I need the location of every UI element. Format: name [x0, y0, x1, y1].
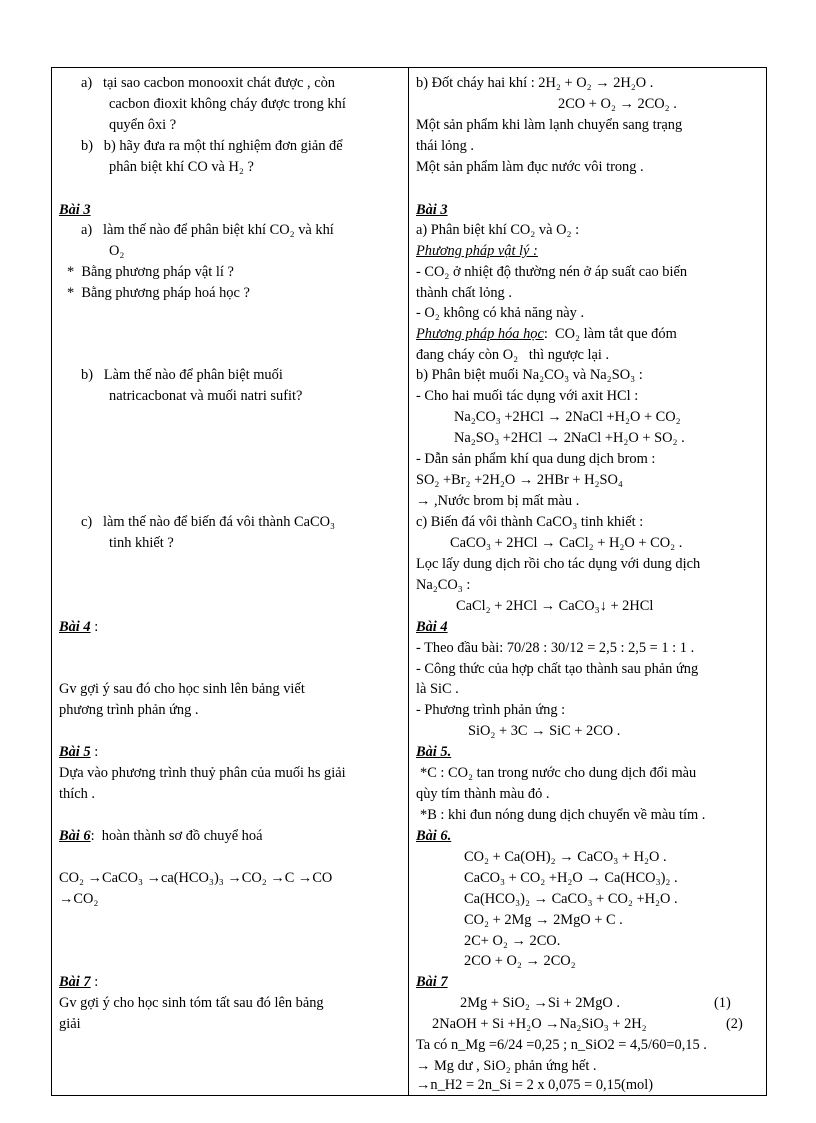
right-equation: Ca(HCO₃)₂ → CaCO₃ + CO₂ +H₂O .: [464, 891, 678, 907]
right-equation: 2Mg + SiO₂ →Si + 2MgO .: [460, 995, 620, 1011]
right-subheading: Phương pháp hóa học: [416, 326, 544, 342]
right-line: Ta có n_Mg =6/24 =0,25 ; n_SiO2 = 4,5/60=0,15 .: [416, 1037, 707, 1053]
left-line: c) làm thế nào để biến đá vôi thành CaCO₃: [81, 514, 335, 530]
left-line: Gv gợi ý cho học sinh tóm tất sau đó lên bảng: [59, 995, 324, 1011]
right-line: - Công thức của hợp chất tạo thành sau phản ứng: [416, 661, 699, 677]
right-line-row: [416, 325, 677, 343]
right-equation: 2NaOH + Si +H₂O →Na₂SiO₃ + 2H₂: [432, 1016, 647, 1032]
right-line: → Mg dư , SiO₂ phản ứng hết .: [416, 1058, 597, 1074]
right-line: đang cháy còn O₂ thì ngược lại .: [416, 347, 610, 363]
right-equation: 2C+ O₂ → 2CO.: [464, 933, 561, 949]
left-heading-bai4: Bài 4: [59, 619, 91, 635]
left-line: CO₂ →CaCO₃ →ca(HCO₃)₃ →CO₂ →C →CO: [59, 870, 333, 886]
right-line: - Theo đầu bài: 70/28 : 30/12 = 2,5 : 2,5 = 1 : 1 .: [416, 640, 695, 656]
right-line: - Phương trình phản ứng :: [416, 702, 566, 718]
left-line: thích .: [59, 786, 95, 802]
right-line: thái lỏng .: [416, 138, 474, 154]
right-line: 2CO + O₂ → 2CO₂ .: [558, 96, 677, 112]
right-equation: CaCO₃ + CO₂ +H₂O → Ca(HCO₃)₂ .: [464, 870, 678, 886]
right-line: →n_H2 = 2n_Si = 2 x 0,075 = 0,15(mol): [416, 1077, 654, 1093]
right-line: b) Đốt cháy hai khí : 2H₂ + O₂ → 2H₂O .: [416, 75, 654, 91]
left-heading-bai5-row: Bài 5 :: [59, 744, 99, 760]
left-line: tinh khiết ?: [109, 535, 174, 551]
right-line: Lọc lấy dung dịch rồi cho tác dụng với dung dịch: [416, 556, 701, 572]
left-line: a) làm thế nào để phân biệt khí CO₂ và khí: [81, 222, 334, 238]
right-line: *C : CO₂ tan trong nước cho dung dịch đổi màu: [420, 765, 697, 781]
right-equation: SO₂ +Br₂ +2H₂O → 2HBr + H₂SO₄: [416, 472, 623, 488]
left-heading-bai3: Bài 3: [59, 202, 91, 218]
right-line: - CO₂ ở nhiệt độ thường nén ở áp suất cao biến: [416, 264, 688, 280]
right-equation: CO₂ + Ca(OH)₂ → CaCO₃ + H₂O .: [464, 849, 667, 865]
left-heading-bai7: Bài 7: [59, 974, 91, 990]
left-line: quyển ôxi ?: [109, 117, 177, 133]
left-line: * Bằng phương pháp hoá học ?: [67, 285, 250, 301]
left-line: giải: [59, 1016, 81, 1032]
left-line: b) Làm thế nào để phân biệt muối: [81, 367, 283, 383]
right-equation: Na₂CO₃ +2HCl → 2NaCl +H₂O + CO₂: [454, 409, 681, 425]
right-line: qùy tím thành màu đỏ .: [416, 786, 550, 802]
right-line: Một sản phẩm làm đục nước vôi trong .: [416, 159, 644, 175]
left-line: →CO₂: [59, 891, 99, 907]
left-line: cacbon đioxit không cháy được trong khí: [109, 96, 346, 112]
left-bai6-text: : hoàn thành sơ đồ chuyể hoá: [90, 828, 263, 844]
column-divider: [408, 68, 409, 1095]
left-line: phương trình phản ứng .: [59, 702, 199, 718]
right-line: Một sản phẩm khi làm lạnh chuyển sang trạng: [416, 117, 683, 133]
left-line: a) tại sao cacbon monooxit chát được , còn: [81, 75, 335, 91]
right-equation: Na₂SO₃ +2HCl → 2NaCl +H₂O + SO₂ .: [454, 430, 685, 446]
right-equation: CaCl₂ + 2HCl → CaCO₃↓ + 2HCl: [456, 598, 654, 614]
left-heading-bai6-row: [59, 827, 262, 845]
equation-number: (2): [726, 1016, 743, 1032]
left-heading-bai4-row: Bài 4 :: [59, 619, 99, 635]
equation-number: (1): [714, 995, 731, 1011]
right-heading-bai7: Bài 7: [416, 974, 448, 990]
right-heading-bai4: Bài 4: [416, 619, 448, 635]
right-heading-bai6: Bài 6.: [416, 828, 452, 844]
left-line: Gv gợi ý sau đó cho học sinh lên bảng viết: [59, 681, 305, 697]
lesson-table: [51, 67, 767, 1096]
right-heading-bai5: Bài 5.: [416, 744, 452, 760]
right-equation: SiO₂ + 3C → SiC + 2CO .: [468, 723, 621, 739]
right-line: c) Biến đá vôi thành CaCO₃ tinh khiết :: [416, 514, 644, 530]
right-line: - O₂ không có khả năng này .: [416, 305, 585, 321]
left-line: * Bằng phương pháp vật lí ?: [67, 264, 234, 280]
right-line: - Dẫn sản phẩm khí qua dung dịch brom :: [416, 451, 656, 467]
left-heading-bai6: Bài 6: [59, 828, 91, 844]
right-line: : CO₂ làm tắt que đóm: [543, 326, 677, 342]
right-equation: CaCO₃ + 2HCl → CaCl₂ + H₂O + CO₂ .: [450, 535, 683, 551]
left-line: Dựa vào phương trình thuỷ phân của muối hs giải: [59, 765, 346, 781]
right-line: Na₂CO₃ :: [416, 577, 471, 593]
left-line: natricacbonat và muối natri sufit?: [109, 388, 303, 404]
right-line: a) Phân biệt khí CO₂ và O₂ :: [416, 222, 580, 238]
left-heading-bai5: Bài 5: [59, 744, 91, 760]
left-heading-bai7-row: Bài 7 :: [59, 974, 99, 990]
right-line: → ,Nước brom bị mất màu .: [416, 493, 580, 509]
right-line: *B : khi đun nóng dung dịch chuyển về màu tím .: [420, 807, 706, 823]
left-line: O₂: [109, 243, 125, 259]
right-line: b) Phân biệt muối Na₂CO₃ và Na₂SO₃ :: [416, 367, 643, 383]
right-subheading: Phương pháp vật lý :: [416, 243, 538, 259]
left-line: phân biệt khí CO và H₂ ?: [109, 159, 254, 175]
right-equation: 2CO + O₂ → 2CO₂: [464, 953, 576, 969]
left-line: b) b) hãy đưa ra một thí nghiệm đơn giản để: [81, 138, 343, 154]
right-equation: CO₂ + 2Mg → 2MgO + C .: [464, 912, 623, 928]
right-line: thành chất lỏng .: [416, 285, 512, 301]
right-line: - Cho hai muối tác dụng với axit HCl :: [416, 388, 639, 404]
right-line: là SiC .: [416, 681, 459, 697]
right-heading-bai3: Bài 3: [416, 202, 448, 218]
